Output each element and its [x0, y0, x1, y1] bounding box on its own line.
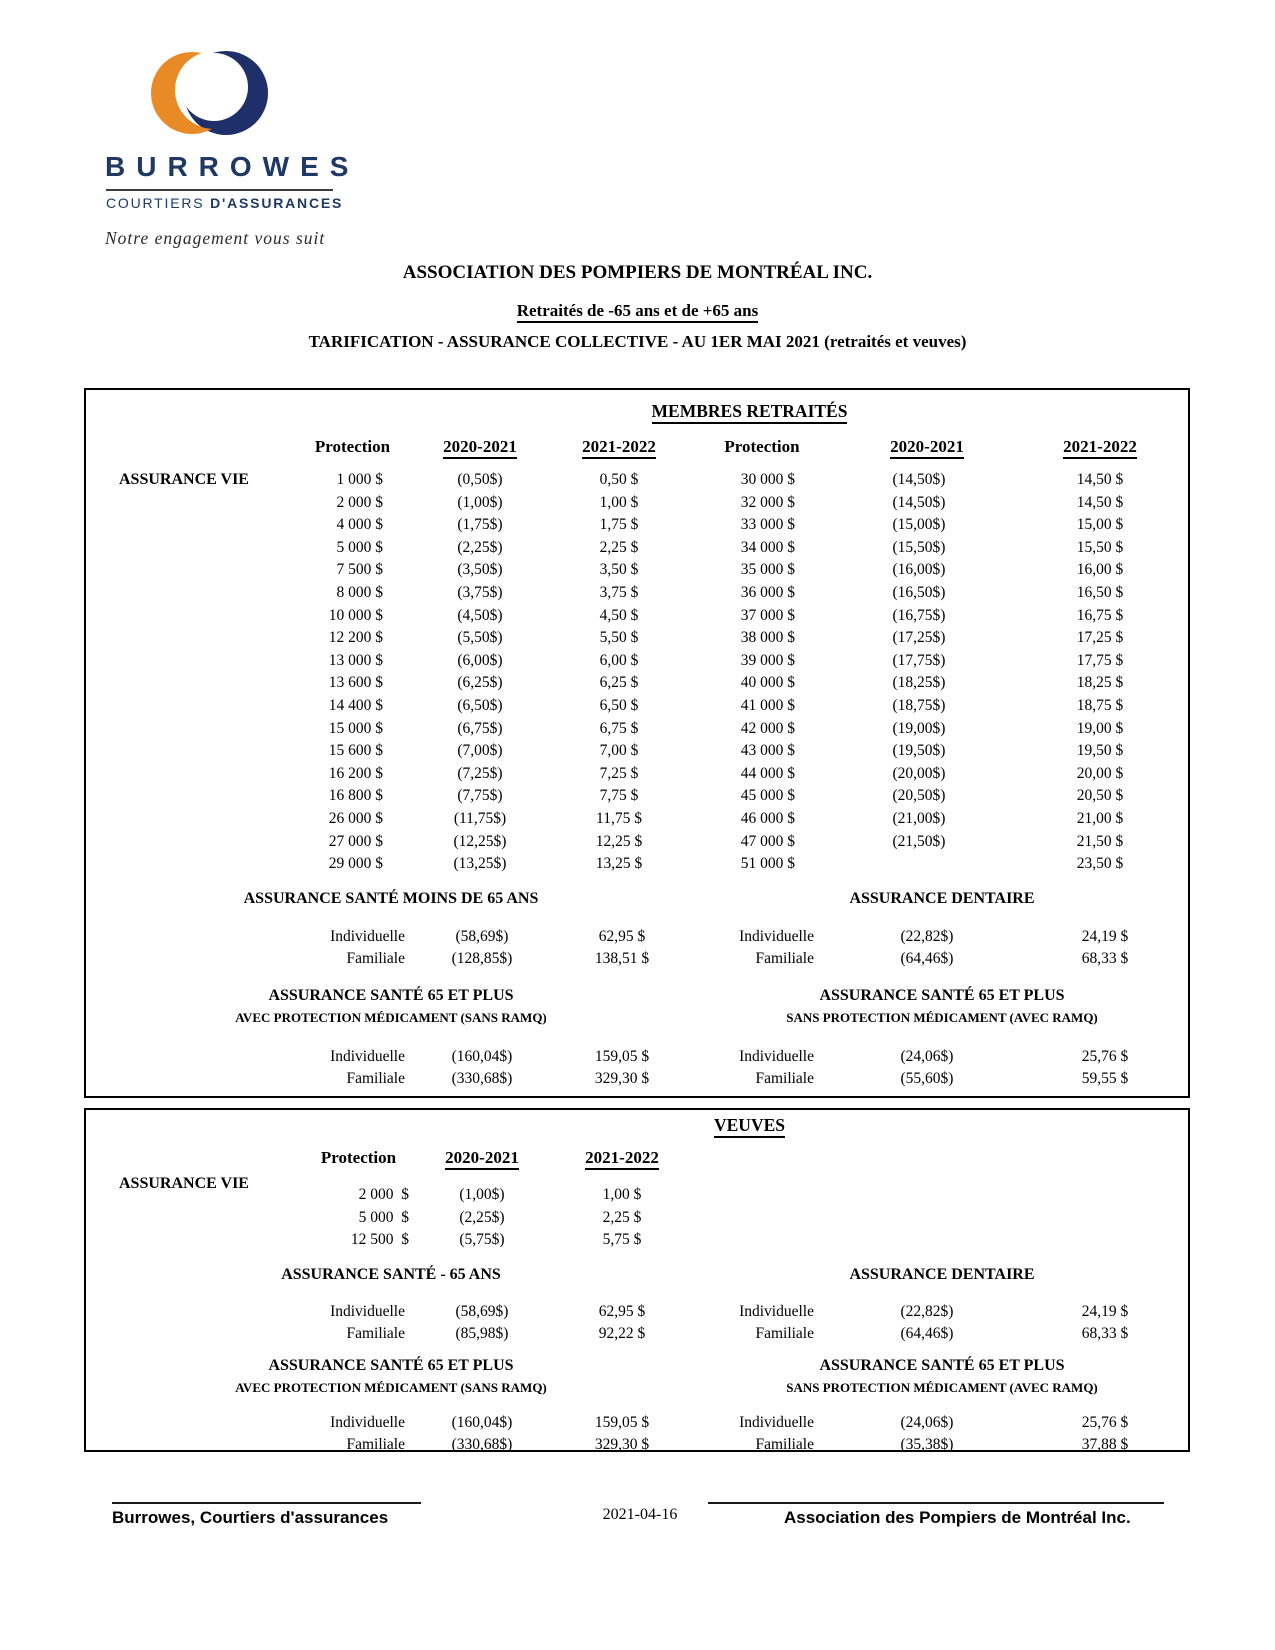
life-rate-row: [86, 582, 1188, 605]
health-65plus-with-ramq-subtitle: SANS PROTECTION MÉDICAMENT (AVEC RAMQ): [786, 1379, 1098, 1395]
protection-amount: 7 500 $: [336, 561, 383, 579]
left-signature-line: [112, 1502, 421, 1504]
rate-2021-2022: 6,50 $: [599, 696, 639, 714]
rate-2020-2021: (85,98$): [455, 1324, 509, 1342]
rate-2020-2021: (6,00$): [457, 651, 503, 669]
coverage-type: Individuelle: [330, 1302, 405, 1320]
coverage-type: Individuelle: [330, 927, 405, 945]
coverage-rate-row: [86, 948, 1188, 970]
coverage-rate-row: [86, 1046, 1188, 1068]
rate-2020-2021: (128,85$): [451, 949, 513, 967]
rate-2021-2022: 3,75 $: [599, 583, 639, 601]
audience-line: Retraités de -65 ans et de +65 ans: [0, 300, 1275, 322]
coverage-type: Familiale: [346, 1324, 405, 1342]
rate-2020-2021: (35,38$): [900, 1435, 954, 1453]
life-rate-row: [86, 695, 1188, 718]
coverage-rate-row: [86, 1301, 1188, 1323]
rate-2020-2021: (4,50$): [457, 606, 503, 624]
health-65plus-no-ramq-subtitle: AVEC PROTECTION MÉDICAMENT (SANS RAMQ): [235, 1009, 547, 1025]
rate-2020-2021: (11,75$): [453, 809, 507, 827]
rate-2021-2022: 16,00 $: [1076, 561, 1124, 579]
coverage-type: Familiale: [755, 949, 814, 967]
life-rate-row: [86, 627, 1188, 650]
rate-2020-2021: (16,00$): [892, 561, 946, 579]
protection-amount: 1 000 $: [336, 471, 383, 488]
health-65-title: ASSURANCE SANTÉ - 65 ANS: [281, 1265, 501, 1283]
protection-amount: 41 000 $: [740, 696, 795, 714]
rate-2021-2022: 329,30 $: [594, 1069, 650, 1087]
health-65plus-no-ramq-title: ASSURANCE SANTÉ 65 ET PLUS: [268, 986, 514, 1004]
rate-2020-2021: (15,00$): [892, 516, 946, 534]
rate-2021-2022: 20,00 $: [1076, 764, 1124, 782]
protection-amount: 5 000 $: [358, 1208, 409, 1226]
protection-amount: 34 000 $: [740, 538, 795, 556]
rate-2020-2021: (7,75$): [457, 787, 503, 805]
protection-amount: 47 000 $: [740, 832, 795, 850]
rate-2020-2021: (16,50$): [892, 583, 946, 601]
protection-amount: 8 000 $: [336, 583, 383, 601]
coverage-rate-row: [86, 1434, 1188, 1456]
retirees-section2-subtitles: [86, 1009, 1188, 1027]
rate-2021-2022: 4,50 $: [599, 606, 639, 624]
protection-amount: 40 000 $: [740, 674, 795, 692]
rate-2021-2022: 24,19 $: [1081, 1302, 1129, 1320]
rate-2021-2022: 0,50 $: [599, 471, 639, 488]
widows-section2-rows: [86, 1412, 1188, 1456]
life-rate-row: [86, 718, 1188, 741]
protection-amount: 15 000 $: [328, 719, 383, 737]
widows-section1-rows: [86, 1301, 1188, 1345]
rate-2021-2022: 12,25 $: [595, 832, 643, 850]
rate-2020-2021: (0,50$): [457, 471, 503, 488]
rate-2020-2021: (19,50$): [892, 742, 946, 760]
rate-2021-2022: 17,75 $: [1076, 651, 1124, 669]
protection-amount: 13 000 $: [328, 651, 383, 669]
protection-amount: 14 400 $: [328, 696, 383, 714]
rate-2021-2022: 92,22 $: [598, 1324, 646, 1342]
rate-2020-2021: (12,25$): [453, 832, 507, 850]
coverage-rate-row: [86, 1412, 1188, 1434]
retirees-section2-rows: [86, 1046, 1188, 1090]
coverage-type: Individuelle: [739, 1047, 814, 1065]
rate-2020-2021: (5,50$): [457, 629, 503, 647]
rate-2020-2021: (160,04$): [451, 1047, 513, 1065]
life-rate-row: [86, 740, 1188, 763]
coverage-type: Individuelle: [739, 1413, 814, 1431]
org-title: ASSOCIATION DES POMPIERS DE MONTRÉAL INC.: [402, 262, 873, 283]
health-65plus-no-ramq-title: ASSURANCE SANTÉ 65 ET PLUS: [268, 1356, 514, 1374]
rate-2021-2022: 23,50 $: [1076, 855, 1124, 873]
protection-amount: 16 200 $: [328, 764, 383, 782]
retirees-life-rate-rows: [86, 469, 1188, 876]
coverage-type: Familiale: [755, 1069, 814, 1087]
rate-2021-2022: 20,50 $: [1076, 787, 1124, 805]
protection-amount: 10 000 $: [328, 606, 383, 624]
retirees-column-header-row: [86, 436, 1188, 458]
rate-2020-2021: (330,68$): [451, 1069, 513, 1087]
life-rate-row: [86, 853, 1188, 876]
burrowes-logo-icon: [150, 40, 280, 146]
coverage-type: Individuelle: [739, 927, 814, 945]
right-signature-line: [708, 1502, 1164, 1504]
protection-amount: 44 000 $: [740, 764, 795, 782]
col-header-2021-2022-left: 2021-2022: [577, 436, 661, 458]
protection-amount: 2 000 $: [336, 493, 383, 511]
protection-amount: 35 000 $: [740, 561, 795, 579]
coverage-rate-row: [86, 926, 1188, 948]
col-header-protection-right: Protection: [724, 437, 800, 456]
rate-2020-2021: (17,75$): [892, 651, 946, 669]
coverage-type: Individuelle: [330, 1413, 405, 1431]
rate-2021-2022: 59,55 $: [1081, 1069, 1129, 1087]
protection-amount: 12 500 $: [350, 1231, 409, 1248]
coverage-type: Individuelle: [330, 1047, 405, 1065]
rate-2021-2022: 1,00 $: [602, 1186, 642, 1203]
rate-2021-2022: 25,76 $: [1081, 1413, 1129, 1431]
dental-title: ASSURANCE DENTAIRE: [849, 1265, 1035, 1283]
protection-amount: 37 000 $: [740, 606, 795, 624]
rate-2021-2022: 21,00 $: [1076, 809, 1124, 827]
rate-2020-2021: (16,75$): [892, 606, 946, 624]
coverage-rate-row: [86, 1323, 1188, 1345]
life-rate-row: [86, 808, 1188, 831]
col-header-2020-2021-left: 2020-2021: [383, 436, 577, 458]
life-rate-row: [86, 514, 1188, 537]
protection-amount: 51 000 $: [740, 855, 795, 873]
health-65plus-no-ramq-subtitle: AVEC PROTECTION MÉDICAMENT (SANS RAMQ): [235, 1379, 547, 1395]
rate-2021-2022: 159,05 $: [594, 1047, 650, 1065]
health-65plus-with-ramq-subtitle: SANS PROTECTION MÉDICAMENT (AVEC RAMQ): [786, 1009, 1098, 1025]
rate-2020-2021: (14,50$): [892, 493, 946, 511]
retirees-life-insurance-label: ASSURANCE VIE: [119, 471, 249, 488]
rate-2020-2021: (13,25$): [453, 855, 507, 873]
rate-2021-2022: 24,19 $: [1081, 927, 1129, 945]
rate-2020-2021: (20,00$): [892, 764, 946, 782]
rate-2020-2021: (18,75$): [892, 696, 946, 714]
widows-section1-headings: [86, 1264, 1188, 1286]
rate-2021-2022: 138,51 $: [594, 949, 650, 967]
rate-2021-2022: 14,50 $: [1076, 493, 1124, 511]
rate-2020-2021: (2,25$): [459, 1208, 505, 1226]
rate-2020-2021: (3,75$): [457, 583, 503, 601]
col-header-2021-2022-right: 2021-2022: [1043, 436, 1157, 458]
life-rate-row: [86, 1207, 1188, 1230]
rate-2021-2022: 19,50 $: [1076, 742, 1124, 760]
life-rate-row: [86, 492, 1188, 515]
coverage-type: Familiale: [755, 1435, 814, 1453]
rate-2021-2022: 2,25 $: [599, 538, 639, 556]
rate-2020-2021: (18,25$): [892, 674, 946, 692]
col-header-2020-2021: 2020-2021: [409, 1147, 555, 1169]
life-rate-row: [86, 559, 1188, 582]
rate-2021-2022: 6,25 $: [599, 674, 639, 692]
rate-2021-2022: 6,75 $: [599, 719, 639, 737]
rate-2021-2022: 17,25 $: [1076, 629, 1124, 647]
rate-2021-2022: 62,95 $: [598, 1302, 646, 1320]
protection-amount: 15 600 $: [328, 742, 383, 760]
coverage-type: Familiale: [755, 1324, 814, 1342]
rate-2021-2022: 18,25 $: [1076, 674, 1124, 692]
rate-2021-2022: 329,30 $: [594, 1435, 650, 1453]
rate-2020-2021: (55,60$): [900, 1069, 954, 1087]
brand-subtitle-bold: D'ASSURANCES: [210, 195, 344, 211]
life-rate-row: [86, 605, 1188, 628]
retirees-table-title: MEMBRES RETRAITÉS: [86, 400, 1188, 422]
rate-2021-2022: 5,75 $: [602, 1231, 642, 1248]
rate-2021-2022: 2,25 $: [602, 1208, 642, 1226]
rate-2020-2021: (7,00$): [457, 742, 503, 760]
rate-2020-2021: (160,04$): [451, 1413, 513, 1431]
rate-2020-2021: [795, 853, 1043, 876]
life-rate-row: [86, 469, 1188, 492]
protection-amount: 46 000 $: [740, 809, 795, 827]
tariff-line: TARIFICATION - ASSURANCE COLLECTIVE - AU 1ER MAI 2021 (retraités et veuves): [308, 332, 967, 351]
protection-amount: 43 000 $: [740, 742, 795, 760]
rate-2020-2021: (7,25$): [457, 764, 503, 782]
col-header-2020-2021-right: 2020-2021: [803, 436, 1051, 458]
rate-2021-2022: 159,05 $: [594, 1413, 650, 1431]
brand-tagline: Notre engagement vous suit: [105, 228, 326, 248]
rate-2021-2022: 15,00 $: [1076, 516, 1124, 534]
rate-2020-2021: (1,00$): [459, 1186, 505, 1203]
widows-table-title: VEUVES: [86, 1114, 1188, 1136]
rate-2020-2021: (1,00$): [457, 493, 503, 511]
brand-subtitle-regular: COURTIERS: [106, 195, 211, 211]
protection-amount: 27 000 $: [328, 832, 383, 850]
col-header-protection-left: Protection: [314, 437, 391, 456]
rate-2021-2022: 1,75 $: [599, 516, 639, 534]
widows-life-insurance-label: ASSURANCE VIE: [119, 1175, 249, 1192]
rate-2020-2021: (15,50$): [892, 538, 946, 556]
rate-2020-2021: (330,68$): [451, 1435, 513, 1453]
life-rate-row: [86, 537, 1188, 560]
rate-2021-2022: 6,00 $: [599, 651, 639, 669]
protection-amount: 2 000 $: [358, 1186, 409, 1203]
protection-amount: 33 000 $: [740, 516, 795, 534]
rate-2021-2022: 3,50 $: [599, 561, 639, 579]
rate-2020-2021: (3,50$): [457, 561, 503, 579]
protection-amount: 39 000 $: [740, 651, 795, 669]
protection-amount: 4 000 $: [336, 516, 383, 534]
rate-2021-2022: 5,50 $: [599, 629, 639, 647]
health-65plus-with-ramq-title: ASSURANCE SANTÉ 65 ET PLUS: [819, 986, 1065, 1004]
rate-2021-2022: 14,50 $: [1076, 471, 1124, 488]
rate-2020-2021: (64,46$): [900, 949, 954, 967]
widows-table: [84, 1108, 1190, 1452]
rate-2021-2022: 7,00 $: [599, 742, 639, 760]
protection-amount: 32 000 $: [740, 493, 795, 511]
retirees-section1-headings: [86, 888, 1188, 910]
retirees-section2-headings: [86, 985, 1188, 1007]
rate-2021-2022: 68,33 $: [1081, 949, 1129, 967]
rate-2020-2021: (6,75$): [457, 719, 503, 737]
left-signatory: Burrowes, Courtiers d'assurances: [112, 1508, 389, 1527]
life-rate-row: [86, 785, 1188, 808]
rate-2021-2022: 19,00 $: [1076, 719, 1124, 737]
rate-2020-2021: (6,50$): [457, 696, 503, 714]
rate-2020-2021: (6,25$): [457, 674, 503, 692]
protection-amount: 36 000 $: [740, 583, 795, 601]
right-signatory: Association des Pompiers de Montréal Inc.: [784, 1508, 1131, 1527]
rate-2021-2022: 16,75 $: [1076, 606, 1124, 624]
brand-subtitle: [106, 195, 343, 211]
col-header-2021-2022: 2021-2022: [555, 1147, 689, 1169]
rate-2021-2022: 11,75 $: [596, 809, 642, 827]
orange-crescent-icon: [151, 52, 233, 134]
coverage-type: Individuelle: [739, 1302, 814, 1320]
rate-2021-2022: 1,00 $: [599, 493, 639, 511]
rate-2020-2021: (19,00$): [892, 719, 946, 737]
col-header-protection: Protection: [320, 1148, 397, 1167]
health-65plus-with-ramq-title: ASSURANCE SANTÉ 65 ET PLUS: [819, 1356, 1065, 1374]
protection-amount: 16 800 $: [328, 787, 383, 805]
protection-amount: 12 200 $: [328, 629, 383, 647]
protection-amount: 26 000 $: [328, 809, 383, 827]
document-date: 2021-04-16: [602, 1506, 678, 1523]
coverage-rate-row: [86, 1068, 1188, 1090]
protection-amount: 13 600 $: [328, 674, 383, 692]
widows-life-rate-rows: [86, 1184, 1188, 1252]
coverage-type: Familiale: [346, 1435, 405, 1453]
rate-2020-2021: (17,25$): [892, 629, 946, 647]
rate-2020-2021: (20,50$): [892, 787, 946, 805]
rate-2021-2022: 37,88 $: [1081, 1435, 1129, 1453]
rate-2021-2022: 25,76 $: [1081, 1047, 1129, 1065]
life-rate-row: [86, 763, 1188, 786]
rate-2020-2021: (21,50$): [892, 832, 946, 850]
retirees-section1-rows: [86, 926, 1188, 970]
rate-2021-2022: 7,25 $: [599, 764, 639, 782]
rate-2021-2022: 18,75 $: [1076, 696, 1124, 714]
rate-2020-2021: (5,75$): [459, 1231, 505, 1248]
health-under-65-title: ASSURANCE SANTÉ MOINS DE 65 ANS: [243, 889, 539, 907]
brand-name: BURROWES: [105, 151, 360, 182]
life-rate-row: [86, 1229, 1188, 1252]
rate-2021-2022: 21,50 $: [1076, 832, 1124, 850]
protection-amount: 5 000 $: [336, 538, 383, 556]
widows-column-header-row: [86, 1147, 1188, 1169]
retirees-table: [84, 388, 1190, 1098]
brand-rule-divider: [106, 189, 333, 191]
rate-2020-2021: (58,69$): [455, 1302, 509, 1320]
rate-2021-2022: 15,50 $: [1076, 538, 1124, 556]
rate-2020-2021: (2,25$): [457, 538, 503, 556]
life-rate-row: [86, 1184, 1188, 1207]
life-rate-row: [86, 650, 1188, 673]
rate-2021-2022: 68,33 $: [1081, 1324, 1129, 1342]
coverage-type: Familiale: [346, 949, 405, 967]
coverage-type: Familiale: [346, 1069, 405, 1087]
life-rate-row: [86, 831, 1188, 854]
rate-2021-2022: 16,50 $: [1076, 583, 1124, 601]
widows-section2-headings: [86, 1355, 1188, 1377]
rate-2020-2021: (22,82$): [900, 1302, 954, 1320]
rate-2021-2022: 13,25 $: [595, 855, 643, 873]
protection-amount: 45 000 $: [740, 787, 795, 805]
rate-2020-2021: (64,46$): [900, 1324, 954, 1342]
rate-2020-2021: (24,06$): [900, 1413, 954, 1431]
protection-amount: 38 000 $: [740, 629, 795, 647]
protection-amount: 42 000 $: [740, 719, 795, 737]
rate-2021-2022: 7,75 $: [599, 787, 639, 805]
rate-2020-2021: (14,50$): [892, 471, 946, 488]
rate-2020-2021: (1,75$): [457, 516, 503, 534]
rate-2020-2021: (21,00$): [892, 809, 946, 827]
widows-section2-subtitles: [86, 1379, 1188, 1397]
protection-amount: 30 000 $: [740, 471, 795, 488]
rate-2020-2021: (22,82$): [900, 927, 954, 945]
rate-2021-2022: 62,95 $: [598, 927, 646, 945]
rate-2020-2021: (24,06$): [900, 1047, 954, 1065]
life-rate-row: [86, 672, 1188, 695]
rate-2020-2021: (58,69$): [455, 927, 509, 945]
protection-amount: 29 000 $: [328, 855, 383, 873]
dental-title: ASSURANCE DENTAIRE: [849, 889, 1035, 907]
